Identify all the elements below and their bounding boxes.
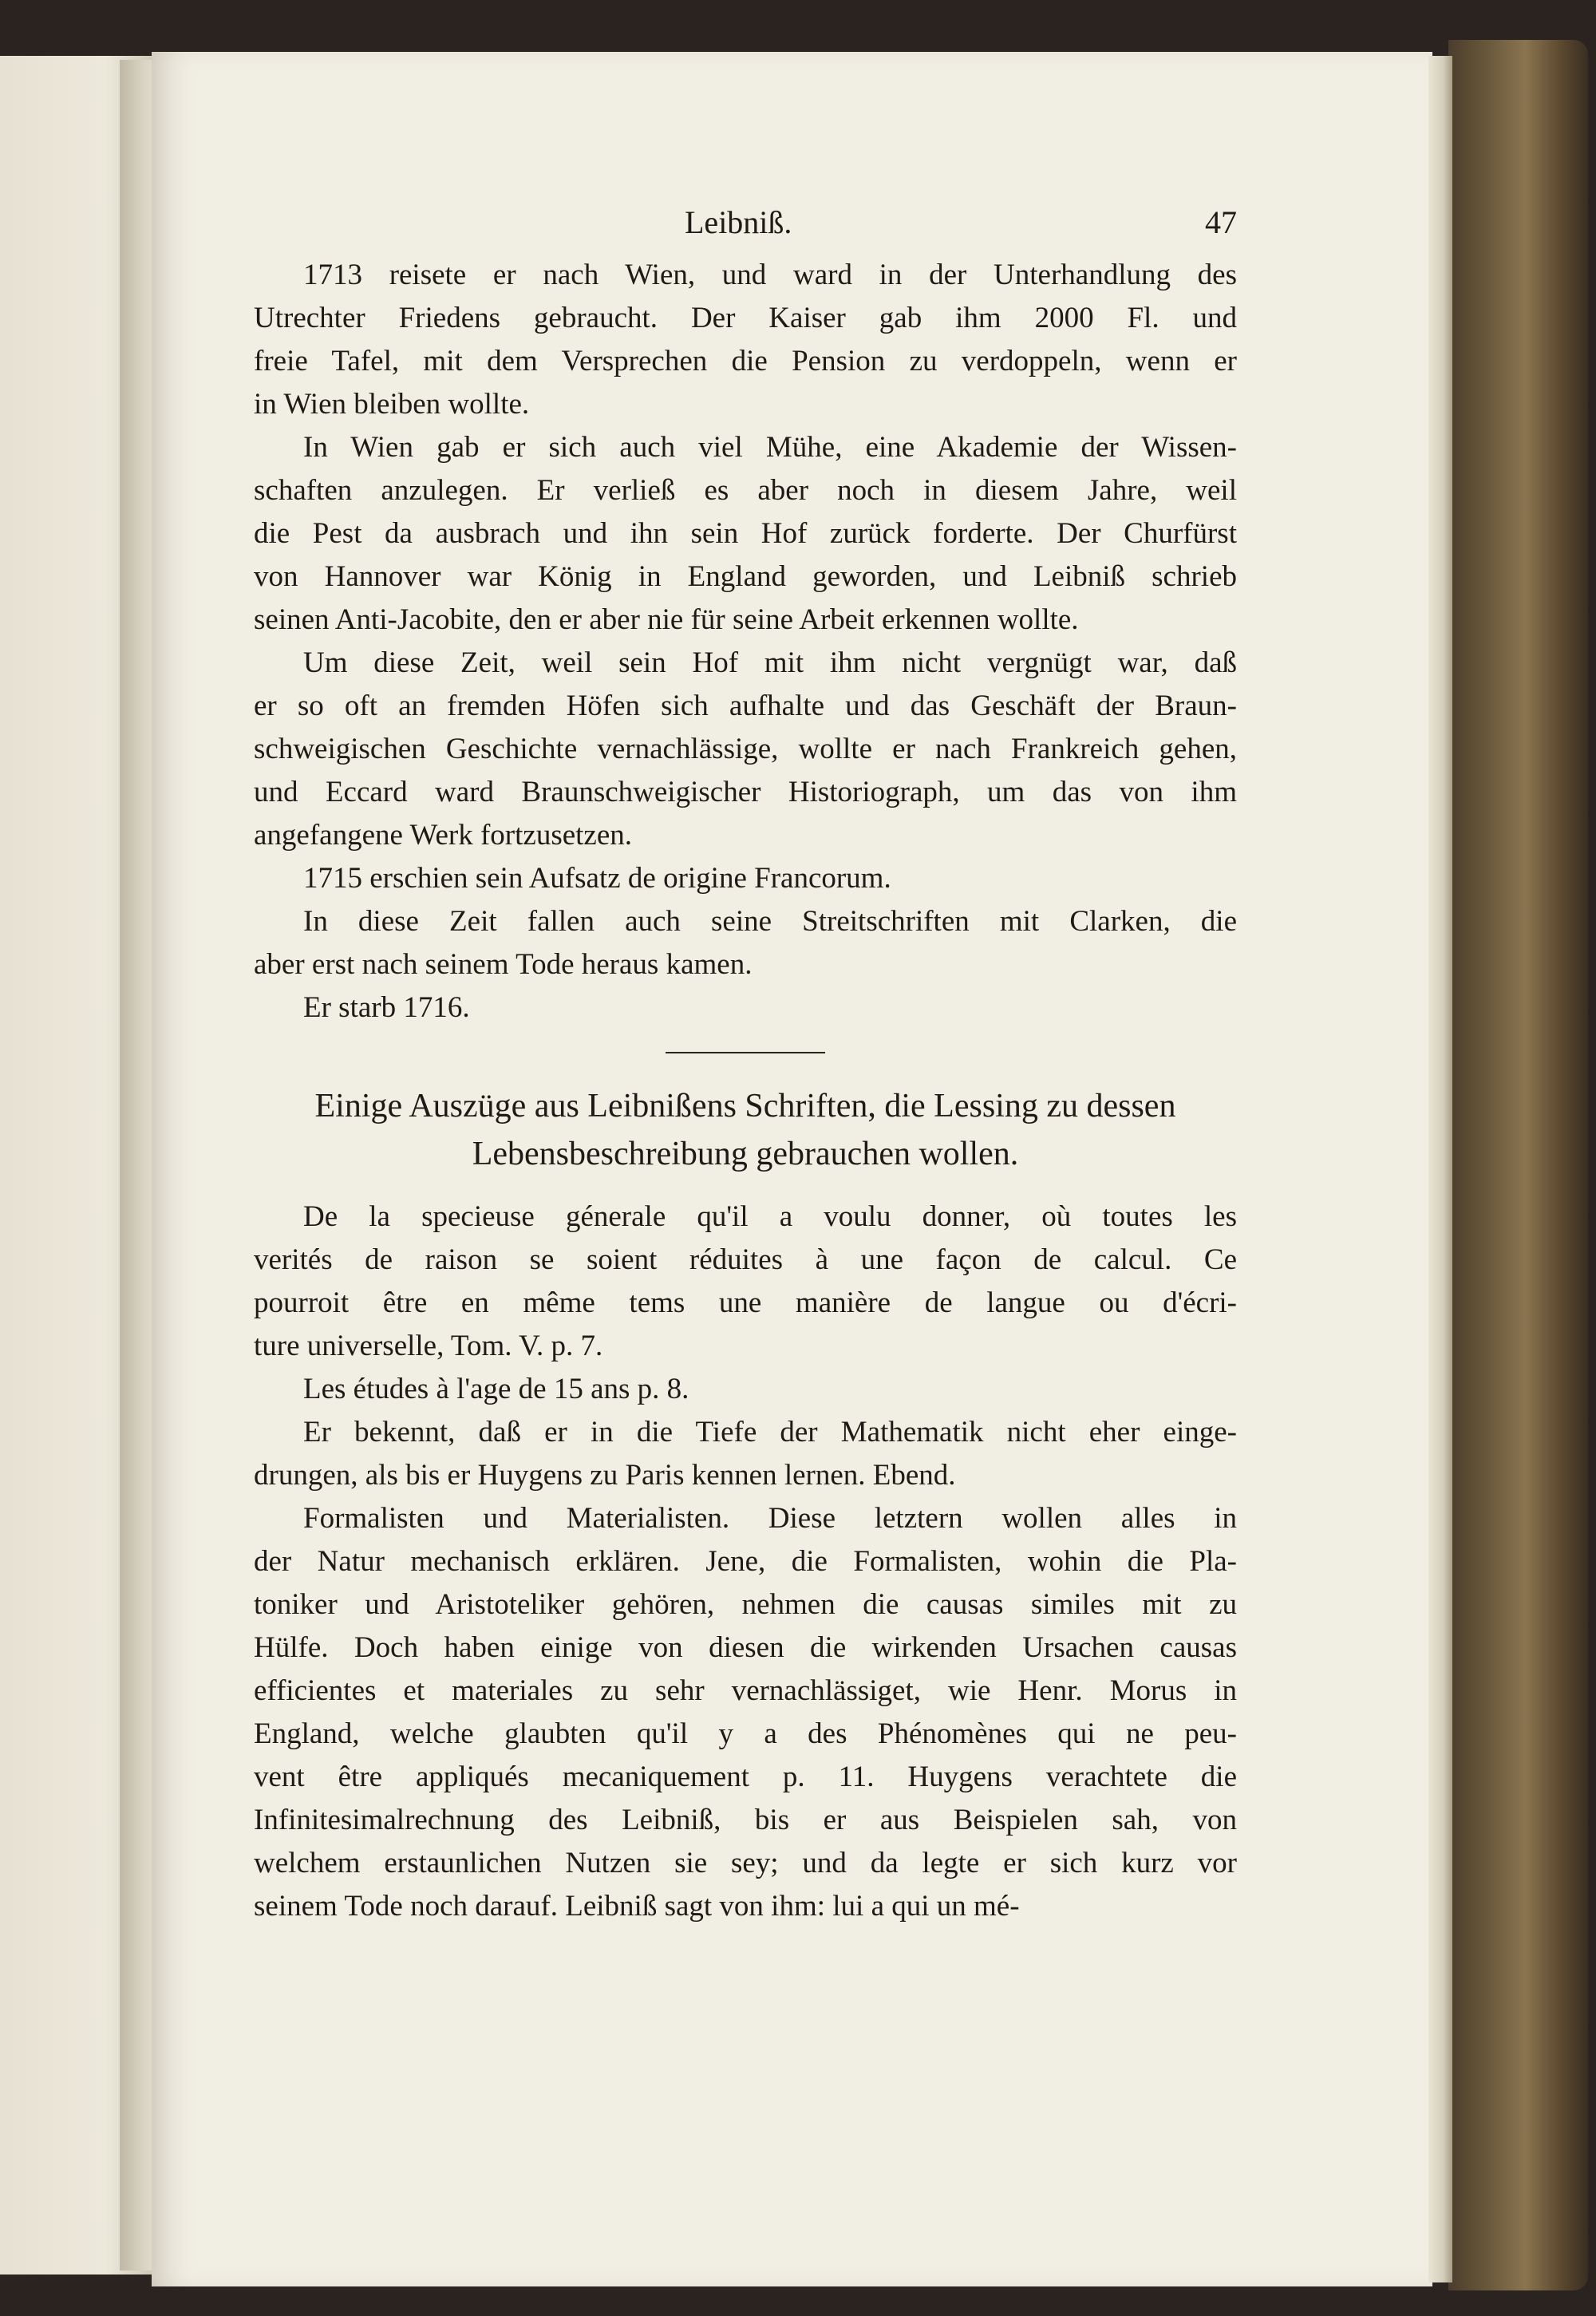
text-line: er so oft an fremden Höfen sich aufhalte und das Geschäft der Braun- — [254, 690, 1237, 722]
text-line: seinem Tode noch darauf. Leibniß sagt von ihm: lui a qui un mé- — [254, 1890, 1020, 1923]
text-line: welchem erstaunlichen Nutzen sie sey; und da legte er sich kurz vor — [254, 1847, 1237, 1879]
text-line: von Hannover war König in England geworden, und Leibniß schrieb — [254, 560, 1237, 593]
body-text-top — [254, 252, 1237, 1028]
page-number: 47 — [1205, 204, 1237, 240]
text-line: In Wien gab er sich auch viel Mühe, eine Akademie der Wissen- — [303, 431, 1237, 464]
page-header — [254, 200, 1237, 252]
text-line: Utrechter Friedens gebraucht. Der Kaiser gab ihm 2000 Fl. und — [254, 302, 1237, 334]
text-line: der Natur mechanisch erklären. Jene, die Formalisten, wohin die Pla- — [254, 1545, 1237, 1578]
text-line: verités de raison se soient réduites à une façon de calcul. Ce — [254, 1243, 1237, 1276]
page-text — [254, 200, 1237, 1927]
text-line: Um diese Zeit, weil sein Hof mit ihm nicht vergnügt war, daß — [303, 646, 1237, 679]
text-line: Er bekennt, daß er in die Tiefe der Mathematik nicht eher einge- — [303, 1416, 1237, 1448]
text-line: Hülfe. Doch haben einige von diesen die wirkenden Ursachen causas — [254, 1631, 1237, 1664]
text-line: efficientes et materiales zu sehr vernachlässiget, wie Henr. Morus in — [254, 1674, 1237, 1707]
text-line: Er starb 1716. — [303, 991, 470, 1024]
text-line: in Wien bleiben wollte. — [254, 388, 530, 421]
page-stack-edge — [1428, 56, 1452, 2282]
text-line: schweigischen Geschichte vernachlässige, wollte er nach Frankreich gehen, — [254, 733, 1237, 765]
text-line: Les études à l'age de 15 ans p. 8. — [303, 1373, 689, 1405]
text-line: ture universelle, Tom. V. p. 7. — [254, 1330, 603, 1362]
body-text-bottom — [254, 1194, 1237, 1927]
text-line: und Eccard ward Braunschweigischer Historiograph, um das von ihm — [254, 776, 1237, 808]
text-line: drungen, als bis er Huygens zu Paris kennen lernen. Ebend. — [254, 1459, 956, 1492]
heading-line: Lebensbeschreibung gebrauchen wollen. — [472, 1136, 1019, 1172]
text-line: 1713 reisete er nach Wien, und ward in der Unterhandlung des — [303, 259, 1237, 291]
text-line: schaften anzulegen. Er verließ es aber noch in diesem Jahre, weil — [254, 474, 1237, 507]
text-line: pourroit être en même tems une manière de langue ou d'écri- — [254, 1286, 1237, 1319]
text-line: England, welche glaubten qu'il y a des Phénomènes qui ne peu- — [254, 1717, 1237, 1750]
text-line: vent être appliqués mecaniquement p. 11. Huygens verachtete die — [254, 1761, 1237, 1793]
section-heading — [254, 1082, 1237, 1178]
running-head: Leibniß. — [685, 204, 792, 240]
text-line: Infinitesimalrechnung des Leibniß, bis er aus Beispielen sah, von — [254, 1804, 1237, 1836]
text-line: In diese Zeit fallen auch seine Streitschriften mit Clarken, die — [303, 905, 1237, 938]
text-line: seinen Anti-Jacobite, den er aber nie für seine Arbeit erkennen wollte. — [254, 603, 1079, 636]
heading-line: Einige Auszüge aus Leibnißens Schriften, die Lessing zu dessen — [314, 1088, 1176, 1124]
text-line: De la specieuse génerale qu'il a voulu donner, où toutes les — [303, 1200, 1237, 1233]
text-line: aber erst nach seinem Tode heraus kamen. — [254, 948, 753, 981]
text-line: die Pest da ausbrach und ihn sein Hof zurück forderte. Der Churfürst — [254, 517, 1237, 550]
text-line: toniker und Aristoteliker gehören, nehmen die causas similes mit zu — [254, 1588, 1237, 1621]
book-cover-edge — [1448, 40, 1588, 2290]
text-line: 1715 erschien sein Aufsatz de origine Francorum. — [303, 862, 891, 895]
text-line: Formalisten und Materialisten. Diese letztern wollen alles in — [303, 1502, 1237, 1535]
text-line: freie Tafel, mit dem Versprechen die Pension zu verdoppeln, wenn er — [254, 345, 1237, 377]
text-line: angefangene Werk fortzusetzen. — [254, 819, 633, 852]
section-divider — [666, 1052, 825, 1053]
